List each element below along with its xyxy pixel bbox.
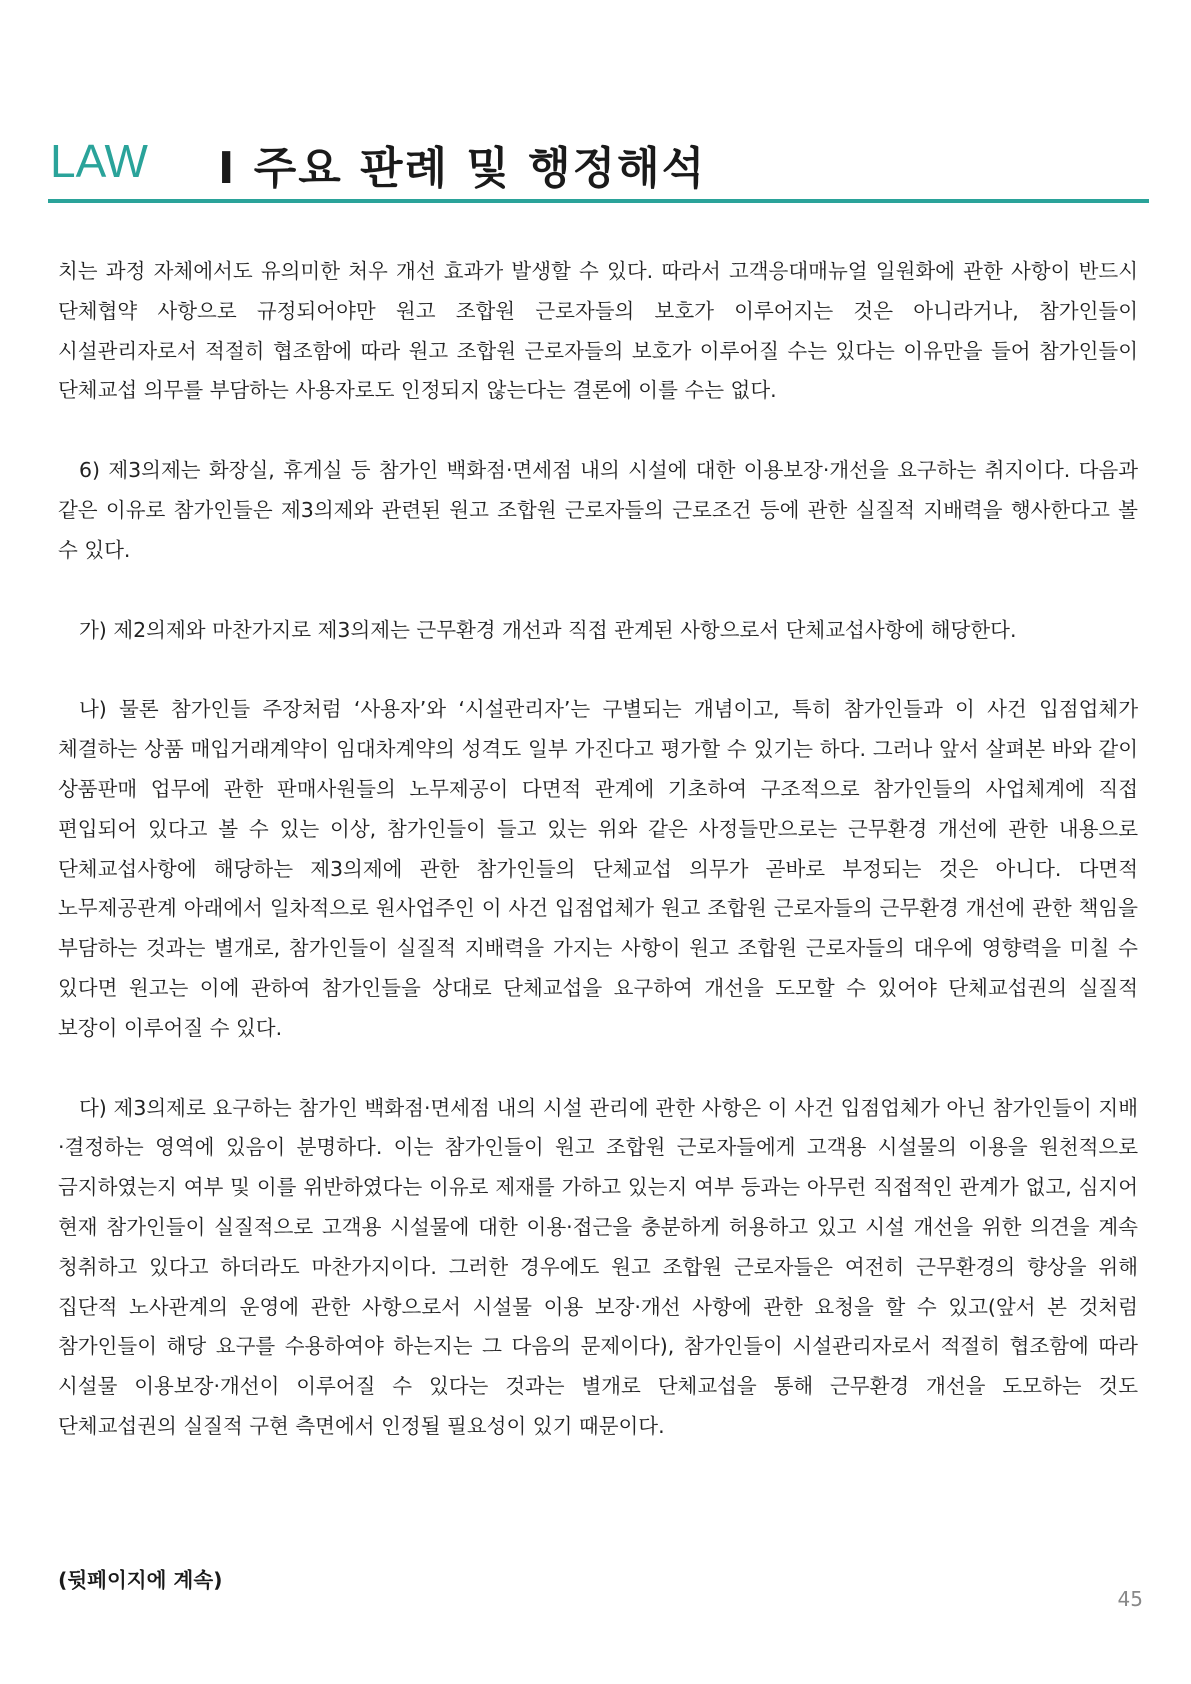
paragraph-item-da: 다) 제3의제로 요구하는 참가인 백화점·면세점 내의 시설 관리에 관한 사항은 이 사건 입점업체가 아닌 참가인들이 지배·결정하는 영역에 있음이 분명하다. 이는 참가인들이 원고 조합원 근로자들에게 고객용 시설물의 이용을 원천적으로 금지하였는지 여부 및 이를 위반하였다는 이유로 제재를 가하고 있는지 여부 등과는 아무런 직접적인 관계가 없고, 심지어 현재 참가인들이 실질적으로 고객용 시설물에 대한 이용·접근을 충분하게 허용하고 있고 시설 개선을 위한 의견을 계속 청취하고 있다고 하더라도 마찬가지이다. 그러한 경우에도 원고 조합원 근로자들은 여전히 근무환경의 향상을 위해 집단적 노사관계의 운영에 관한 사항으로서 시설물 이용 보장·개선 사항에 관한 요청을 할 수 있고(앞서 본 것처럼 참가인들이 해당 요구를 수용하여야 하는지는 그 다음의 문제이다), 참가인들이 시설관리자로서 적절히 협조함에 따라 시설물 이용보장·개선이 이루어질 수 있다는 것과는 별개로 단체교섭을 통해 근무환경 개선을 도모하는 것도 단체교섭권의 실질적 구현 측면에서 인정될 필요성이 있기 때문이다. (58, 1095, 1138, 1438)
paragraph-item-na: 나) 물론 참가인들 주장처럼 ‘사용자’와 ‘시설관리자’는 구별되는 개념이고, 특히 참가인들과 이 사건 입점업체가 체결하는 상품 매입거래계약이 임대차계약의 성격도 일부 가진다고 평가할 수 있기는 하다. 그러나 앞서 살펴본 바와 같이 상품판매 업무에 관한 판매사원들의 노무제공이 다면적 관계에 기초하여 구조적으로 참가인들의 사업체계에 직접 편입되어 있다고 볼 수 있는 이상, 참가인들이 들고 있는 위와 같은 사정들만으로는 근무환경 개선에 관한 내용으로 단체교섭사항에 해당하는 제3의제에 관한 참가인들의 단체교섭 의무가 곧바로 부정되는 것은 아니다. 다면적 노무제공관계 아래에서 일차적으로 원사업주인 이 사건 입점업체가 원고 조합원 근로자들의 근무환경 개선에 관한 책임을 부담하는 것과는 별개로, 참가인들이 실질적 지배력을 가지는 사항이 원고 조합원 근로자들의 대우에 영향력을 미칠 수 있다면 원고는 이에 관하여 참가인들을 상대로 단체교섭을 요구하여 개선을 도모할 수 있어야 단체교섭권의 실질적 보장이 이루어질 수 있다. (58, 697, 1138, 1040)
paragraph-item-6: 6) 제3의제는 화장실, 휴게실 등 참가인 백화점·면세점 내의 시설에 대한 이용보장·개선을 요구하는 취지이다. 다음과 같은 이유로 참가인들은 제3의제와 관련된 원고 조합원 근로자들의 근로조건 등에 관한 실질적 지배력을 행사한다고 볼 수 있다. (58, 458, 1138, 562)
section-label: LAW (50, 135, 148, 187)
title-text: 주요 판례 및 행정해석 (253, 143, 707, 194)
paragraph-item-ga: 가) 제2의제와 마찬가지로 제3의제는 근무환경 개선과 직접 관계된 사항으로서 단체교섭사항에 해당한다. (79, 617, 1017, 642)
page-header (48, 132, 1149, 202)
continued-note: (뒷페이지에 계속) (58, 1568, 223, 1592)
header-divider (48, 199, 1149, 203)
page-number: 45 (1117, 1587, 1143, 1611)
document-body (58, 252, 1138, 1447)
title-separator: I (218, 143, 237, 194)
paragraph-continued: 치는 과정 자체에서도 유의미한 처우 개선 효과가 발생할 수 있다. 따라서 고객응대매뉴얼 일원화에 관한 사항이 반드시 단체협약 사항으로 규정되어야만 원고 조합원 근로자들의 보호가 이루어지는 것은 아니라거나, 참가인들이 시설관리자로서 적절히 협조함에 따라 원고 조합원 근로자들의 보호가 이루어질 수는 있다는 이유만을 들어 참가인들이 단체교섭 의무를 부담하는 사용자로도 인정되지 않는다는 결론에 이를 수는 없다. (58, 259, 1138, 403)
section-title (218, 132, 706, 196)
